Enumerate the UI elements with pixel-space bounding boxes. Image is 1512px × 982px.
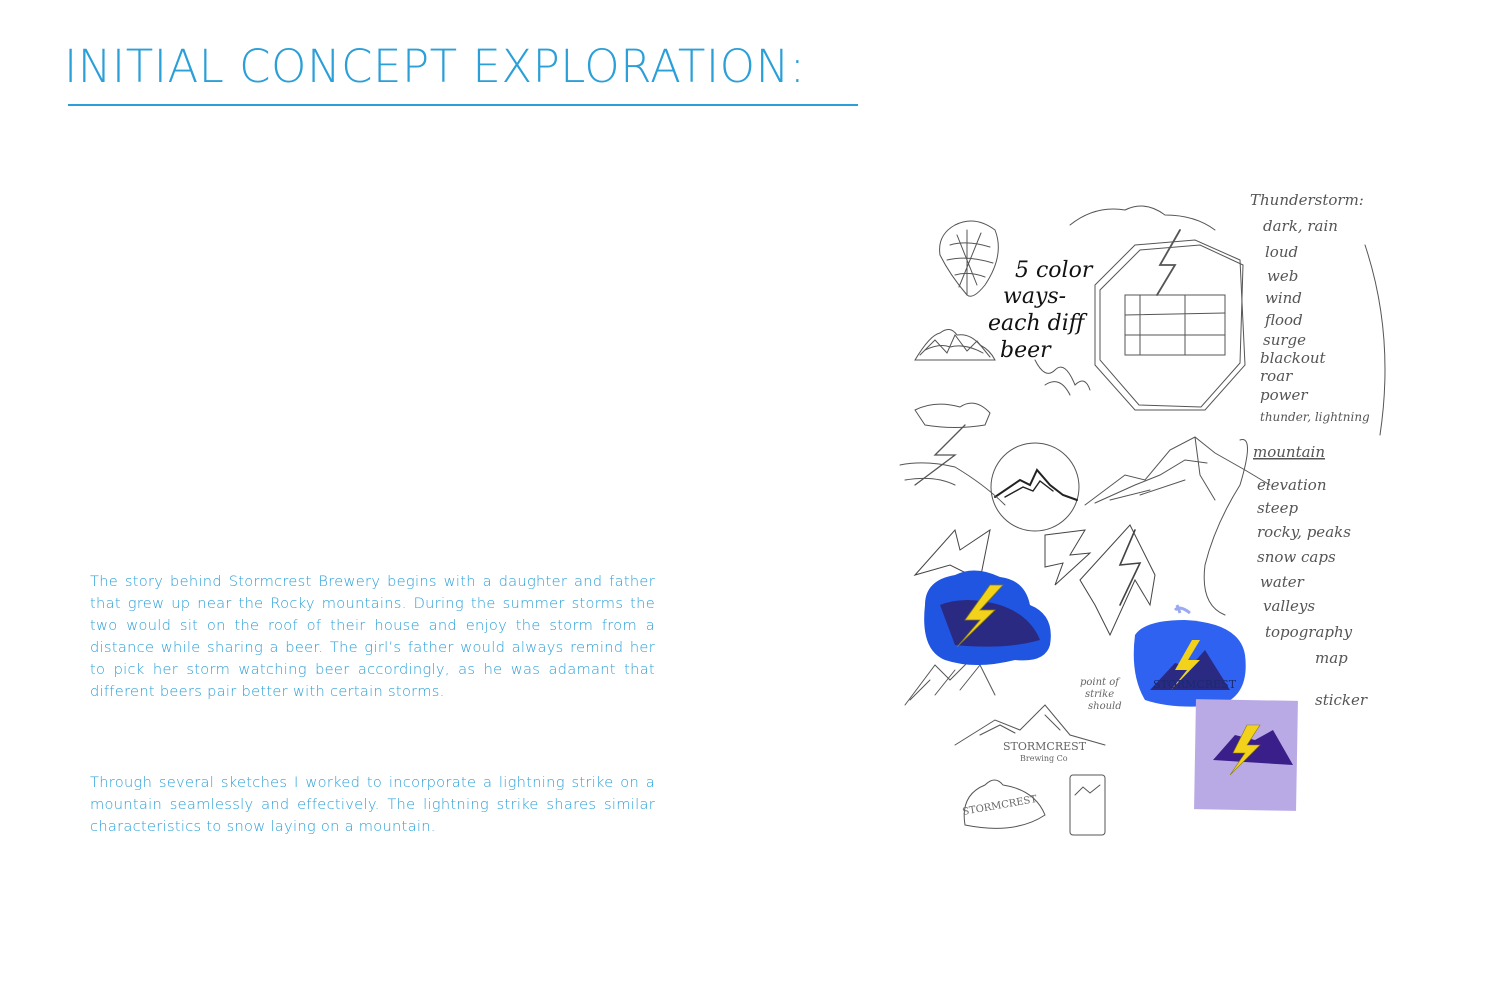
list-word: surge (1263, 331, 1307, 349)
mountain-range-sketch (1085, 437, 1270, 505)
purple-sticker-color-study (1194, 699, 1298, 811)
list-word: steep (1257, 499, 1299, 517)
list-word: sticker (1315, 691, 1368, 709)
list-heading: mountain (1253, 443, 1326, 461)
note-line: beer (1000, 338, 1051, 363)
mountain-word-list (1253, 443, 1368, 709)
lantern-sketch (1070, 206, 1245, 410)
note-line: point of (1080, 677, 1119, 688)
brand-wordmark: STORMCREST (1003, 740, 1087, 753)
can-sketch (1070, 775, 1105, 835)
list-word: roar (1260, 367, 1293, 385)
list-word: water (1260, 573, 1304, 591)
list-word: thunder, lightning (1260, 410, 1370, 424)
page-title: INITIAL CONCEPT EXPLORATION: (64, 40, 806, 93)
hop-cone-sketch (940, 221, 999, 296)
story-paragraph: The story behind Stormcrest Brewery begins with a daughter and father that grew up near the Rocky mountains. During the summer storms the two would sit on the roof of their house and enjoy the storm from a distance while sharing a beer. The girl’s father would always remind her to pick her storm watching beer accordingly, as he was adamant that different beers pair better with certain storms. (90, 573, 655, 700)
sketch-process-paragraph: Through several sketches I worked to incorporate a lightning strike on a mountain seamlessly and effectively. The lightning strike shares similar characteristics to snow laying on a mountain. (90, 774, 655, 835)
brand-mark-sketches (962, 740, 1087, 818)
list-heading: Thunderstorm: (1250, 191, 1364, 209)
list-word: web (1267, 267, 1299, 285)
brand-wordmark: STORMCREST (961, 794, 1038, 818)
title-underline (68, 104, 858, 106)
lightning-cloud-sketch (900, 403, 1005, 505)
blue-sticker-color-study (1134, 605, 1246, 707)
list-word: wind (1265, 289, 1302, 307)
list-word: power (1260, 386, 1308, 404)
note-line: each diff (988, 311, 1085, 336)
blue-cloud-bolt-color-study (924, 570, 1051, 665)
list-word: map (1315, 649, 1348, 667)
list-word: valleys (1263, 597, 1316, 615)
list-word: topography (1265, 623, 1353, 641)
mountain-sketches-lower (905, 655, 1105, 745)
strike-note (1080, 677, 1122, 712)
list-word: elevation (1257, 476, 1327, 494)
list-word: blackout (1260, 349, 1326, 367)
scribble-mountain-sketch (915, 329, 995, 360)
list-word: dark, rain (1263, 217, 1338, 235)
note-line: ways- (1003, 284, 1067, 309)
concept-sketch-collage (895, 185, 1415, 855)
list-word: loud (1265, 243, 1299, 261)
sticker-wordmark: STORMCREST (1153, 678, 1237, 691)
list-bracket (1365, 245, 1385, 435)
colorways-note (988, 258, 1094, 363)
note-line: 5 color (1015, 258, 1093, 283)
list-word: flood (1265, 311, 1303, 329)
thunderstorm-word-list (1250, 191, 1370, 424)
list-word: rocky, peaks (1257, 523, 1351, 541)
wave-scribble (1035, 360, 1090, 395)
brand-subtitle: Brewing Co (1020, 754, 1068, 763)
note-line: strike (1085, 689, 1115, 700)
note-line: should (1088, 701, 1122, 712)
list-bracket (1204, 440, 1247, 615)
circle-mountain-logo-sketch (991, 443, 1079, 531)
list-word: snow caps (1257, 548, 1336, 566)
